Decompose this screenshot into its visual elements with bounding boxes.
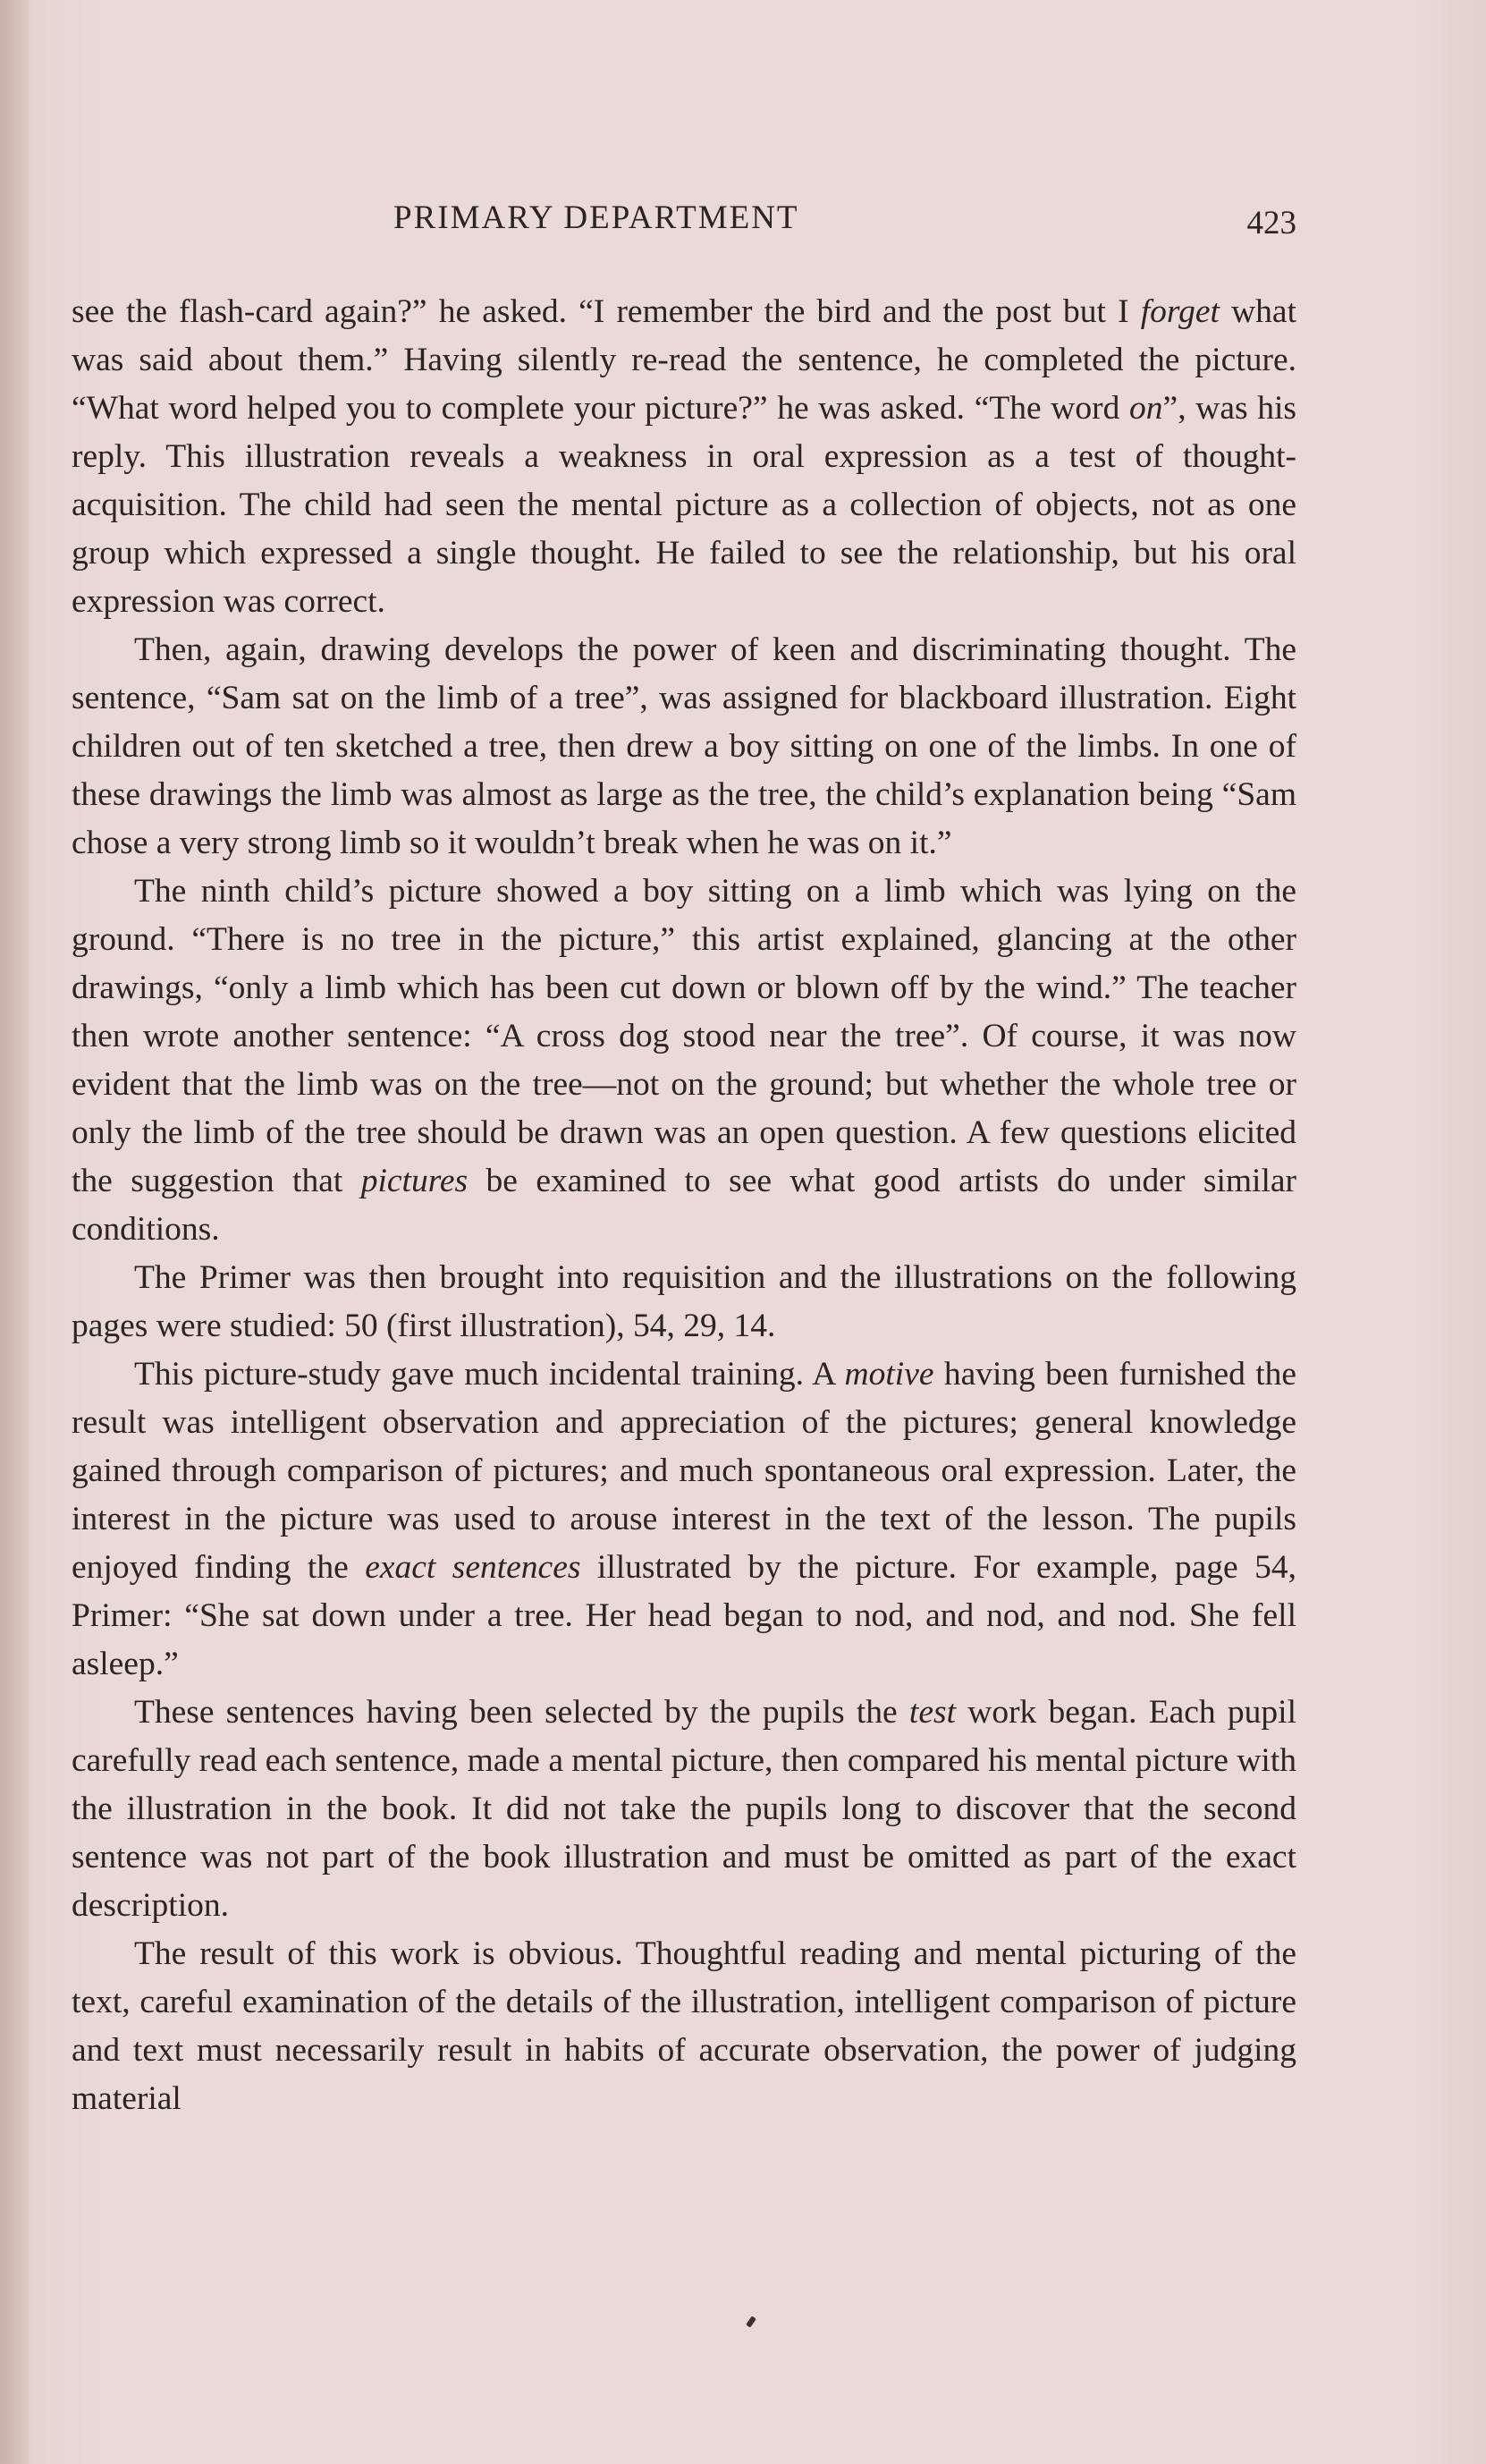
text-run: see the flash-card again?” he asked. “I remember the bird and the post but I <box>72 293 1141 330</box>
italic-text: motive <box>844 1356 934 1393</box>
italic-text: test <box>908 1694 956 1731</box>
italic-text: on <box>1129 390 1163 427</box>
ink-mark <box>746 2316 756 2327</box>
italic-text: exact sentences <box>365 1549 581 1586</box>
text-run: be examined to see what good artists do under similar conditions. <box>72 1163 1297 1248</box>
text-run: illustrated by the picture. For example, page 54, Primer: “She sat down under a tree. Her head began to nod, and nod, and nod. She fell asleep.” <box>72 1549 1296 1682</box>
paragraph <box>72 626 1296 868</box>
paragraph <box>72 1351 1296 1689</box>
text-run: The Primer was then brought into requisition and the illustrations on the following pages were studied: 50 (first illustration), 54, 29, 14. <box>72 1259 1296 1344</box>
text-run: what was said about them.” Having silently re-read the sentence, he completed the picture. “What word helped you to complete your picture?” he was asked. “The word <box>72 293 1296 427</box>
page-gutter <box>0 0 29 2464</box>
page-number: 423 <box>1246 205 1296 241</box>
paragraph <box>72 1254 1296 1351</box>
text-run: ”, was his reply. This illustration reveals a weakness in oral expression as a test of thought-acquisition. The child had seen the mental picture as a collection of objects, not as one group which expressed a single thought. He failed to see the relationship, but his oral expression was correct. <box>72 390 1296 620</box>
text-run: having been furnished the result was intelligent observation and appreciation of the pictures; general knowledge gained through comparison of pictures; and much spontaneous oral expression. Later, the interest in the picture was used to arouse interest in the text of the lesson. The pupils enjoyed finding the <box>72 1356 1297 1586</box>
text-run: Then, again, drawing develops the power of keen and discriminating thought. The sentence, “Sam sat on the limb of a tree”, was assigned for blackboard illustration. Eight children out of ten sketched a tree, then drew a boy sitting on one of the limbs. In one of these drawings the limb was almost as large as the tree, the child’s explanation being “Sam chose a very strong limb so it wouldn’t break when he was on it.” <box>72 631 1296 861</box>
text-run: The ninth child’s picture showed a boy sitting on a limb which was lying on the ground. “There is no tree in the picture,” this artist explained, glancing at the other drawings, “only a limb which has been cut down or blown off by the wind.” The teacher then wrote another sentence: “A cross dog stood near the tree”. Of course, it was now evident that the limb was on the tree—not on the ground; but whether the whole tree or only the limb of the tree should be drawn was an open question. A few questions elicited the suggestion that <box>72 873 1296 1199</box>
italic-text: forget <box>1140 293 1220 330</box>
text-run: This picture-study gave much incidental training. A <box>134 1356 845 1393</box>
body-text <box>72 288 1296 2123</box>
text-run: These sentences having been selected by the pupils the <box>134 1694 909 1731</box>
page-header <box>72 199 1296 243</box>
paragraph <box>72 1930 1296 2123</box>
paragraph <box>72 288 1296 626</box>
paragraph <box>72 868 1296 1254</box>
italic-text: pictures <box>360 1163 469 1199</box>
text-run: work began. Each pupil carefully read each sentence, made a mental picture, then compared his mental picture with the illustration in the book. It did not take the pupils long to discover that the second sentence was not part of the book illustration and must be omitted as part of the exact description. <box>72 1694 1297 1924</box>
text-run: The result of this work is obvious. Thoughtful reading and mental picturing of the text, careful examination of the details of the illustration, intelligent comparison of picture and text must necessarily result in habits of accurate observation, the power of judging material <box>72 1935 1296 2117</box>
paragraph <box>72 1689 1296 1930</box>
running-head: PRIMARY DEPARTMENT <box>393 199 799 236</box>
